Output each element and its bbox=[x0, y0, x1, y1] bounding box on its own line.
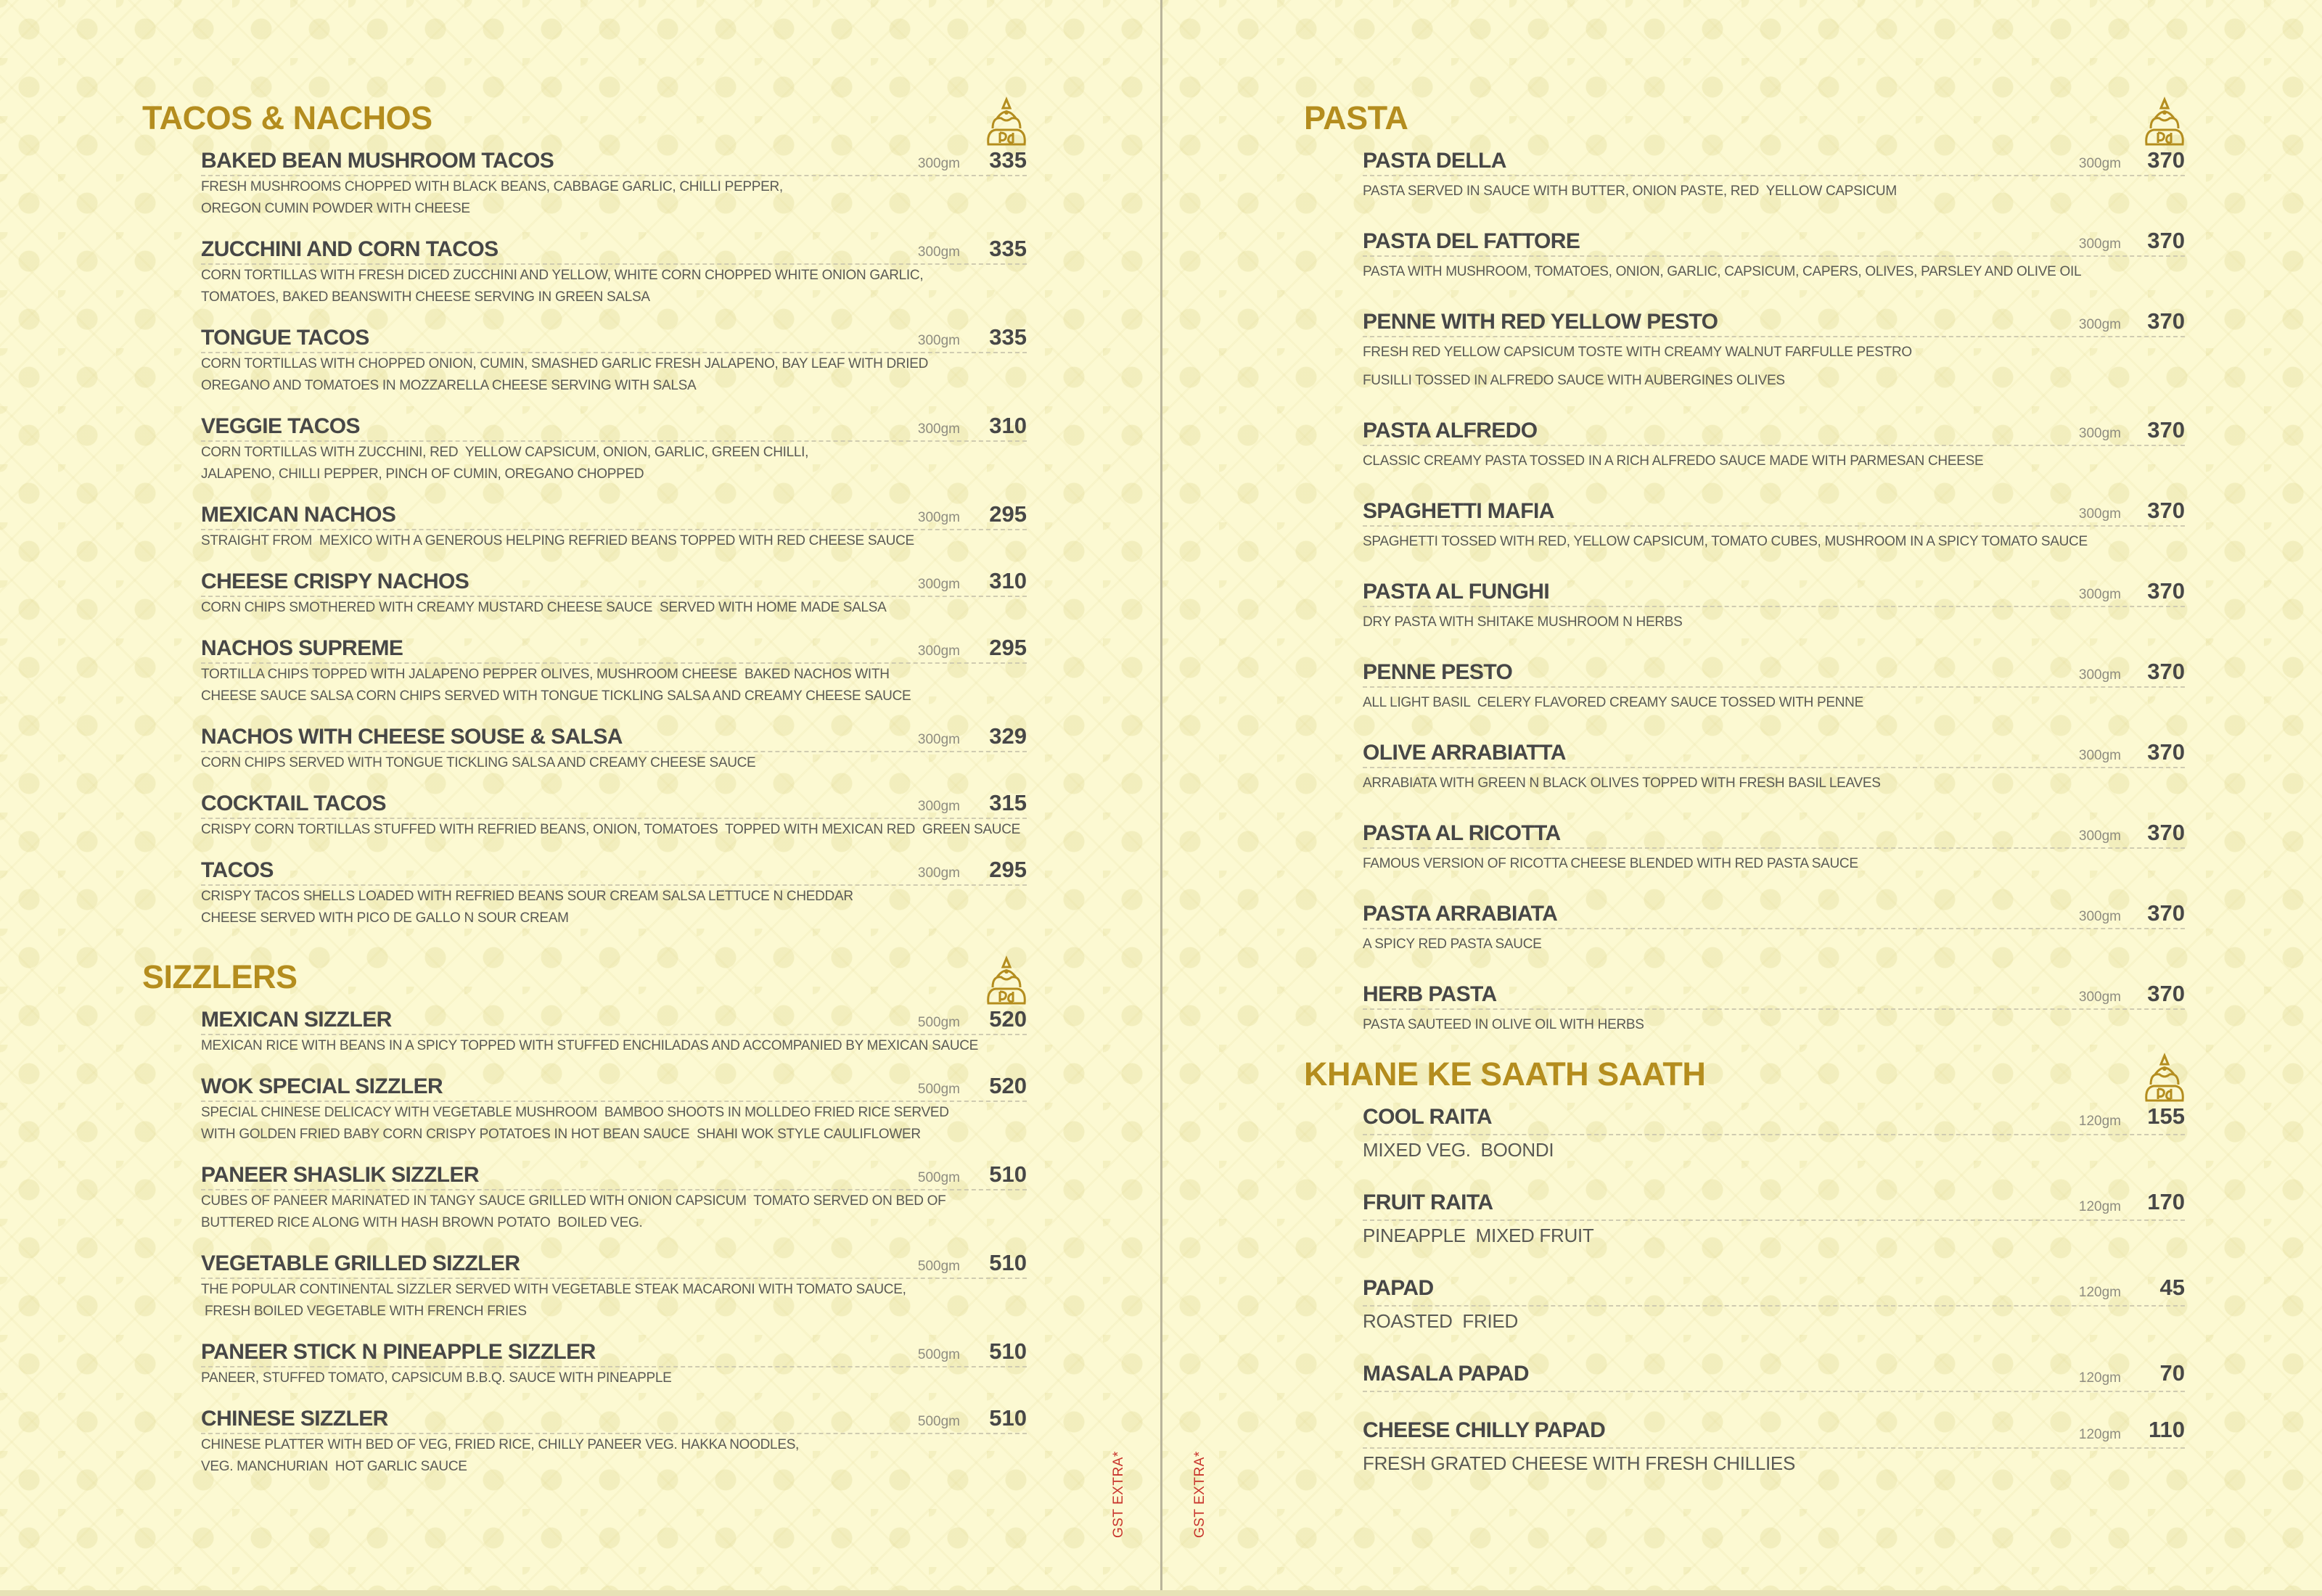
menu-item bbox=[201, 569, 1027, 619]
menu-item-price: 370 bbox=[2147, 417, 2185, 443]
menu-item bbox=[201, 1163, 1027, 1234]
menu-item-name: PASTA AL FUNGHI bbox=[1363, 580, 1550, 604]
menu-item-price: 335 bbox=[989, 324, 1027, 350]
menu-item-name: PAPAD bbox=[1363, 1276, 1434, 1300]
menu-item-header bbox=[1363, 660, 2185, 688]
menu-item-description: CRISPY CORN TORTILLAS STUFFED WITH REFRIED BEANS, ONION, TOMATOES TOPPED WITH MEXICAN RED GREEN SAUCE bbox=[201, 822, 1020, 837]
menu-item-description: CORN CHIPS SERVED WITH TONGUE TICKLING SALSA AND CREAMY CHEESE SAUCE bbox=[201, 755, 756, 770]
menu-item-description: JALAPENO, CHILLI PEPPER, PINCH OF CUMIN, OREGANO CHOPPED bbox=[201, 466, 644, 482]
menu-item-header bbox=[1363, 229, 2185, 257]
menu-item-description: CORN TORTILLAS WITH FRESH DICED ZUCCHINI AND YELLOW, WHITE CORN CHOPPED WHITE ONION GARLIC, bbox=[201, 268, 924, 283]
menu-item-description: CRISPY TACOS SHELLS LOADED WITH REFRIED BEANS SOUR CREAM SALSA LETTUCE N CHEDDAR bbox=[201, 889, 853, 904]
menu-item-price: 370 bbox=[2147, 981, 2185, 1006]
menu-item bbox=[201, 791, 1027, 841]
menu-item-description: PASTA SERVED IN SAUCE WITH BUTTER, ONION PASTE, RED YELLOW CAPSICUM bbox=[1363, 184, 1897, 199]
menu-item-header bbox=[1363, 310, 2185, 337]
menu-item-price: 329 bbox=[989, 723, 1027, 749]
menu-item bbox=[201, 503, 1027, 552]
menu-item-price: 335 bbox=[989, 236, 1027, 261]
menu-item-description: FRESH BOILED VEGETABLE WITH FRENCH FRIES bbox=[201, 1304, 527, 1319]
menu-item-weight: 120gm bbox=[2078, 1114, 2121, 1129]
menu-item-weight: 300gm bbox=[917, 732, 960, 747]
menu-item-description: OREGANO AND TOMATOES IN MOZZARELLA CHEESE SERVING WITH SALSA bbox=[201, 378, 697, 393]
menu-item-header bbox=[201, 414, 1027, 442]
menu-item-weight: 500gm bbox=[917, 1170, 960, 1185]
menu-item-weight: 300gm bbox=[917, 510, 960, 525]
restaurant-logo-icon bbox=[2141, 1053, 2188, 1106]
menu-item-name: PASTA ALFREDO bbox=[1363, 419, 1538, 443]
menu-item-name: COOL RAITA bbox=[1363, 1105, 1492, 1129]
menu-item bbox=[1363, 419, 2185, 474]
menu-item-header bbox=[201, 725, 1027, 752]
menu-item-description: THE POPULAR CONTINENTAL SIZZLER SERVED WITH VEGETABLE STEAK MACARONI WITH TOMATO SAUCE, bbox=[201, 1282, 906, 1297]
menu-item-description: PANEER, STUFFED TOMATO, CAPSICUM B.B.Q. SAUCE WITH PINEAPPLE bbox=[201, 1370, 672, 1386]
menu-item-name: CHEESE CHILLY PAPAD bbox=[1363, 1418, 1606, 1442]
menu-item-header bbox=[201, 1163, 1027, 1190]
menu-item-description: FRESH GRATED CHEESE WITH FRESH CHILLIES bbox=[1363, 1452, 1796, 1474]
menu-item-name: ZUCCHINI AND CORN TACOS bbox=[201, 237, 499, 261]
section-pasta bbox=[1304, 96, 2186, 1063]
menu-item-header bbox=[201, 1251, 1027, 1279]
menu-item-description: SPAGHETTI TOSSED WITH RED, YELLOW CAPSICUM, TOMATO CUBES, MUSHROOM IN A SPICY TOMATO SAUCE bbox=[1363, 534, 2088, 549]
menu-item-header bbox=[201, 791, 1027, 819]
menu-item-name: VEGETABLE GRILLED SIZZLER bbox=[201, 1251, 520, 1275]
menu-item bbox=[201, 414, 1027, 485]
menu-item-weight: 300gm bbox=[2078, 828, 2121, 844]
menu-item-price: 370 bbox=[2147, 659, 2185, 684]
menu-item bbox=[201, 237, 1027, 308]
menu-item-price: 170 bbox=[2147, 1189, 2185, 1214]
gst-extra-note: GST EXTRA* bbox=[1192, 1451, 1207, 1538]
menu-item-description: ROASTED FRIED bbox=[1363, 1310, 1518, 1332]
menu-item-header bbox=[1363, 902, 2185, 929]
menu-item-price: 370 bbox=[2147, 578, 2185, 604]
menu-item-price: 310 bbox=[989, 568, 1027, 593]
menu-item-header bbox=[201, 858, 1027, 886]
menu-item-price: 70 bbox=[2159, 1360, 2185, 1386]
menu-item-header bbox=[1363, 419, 2185, 446]
menu-item-description: ARRABIATA WITH GREEN N BLACK OLIVES TOPPED WITH FRESH BASIL LEAVES bbox=[1363, 776, 1881, 791]
menu-item-name: PANEER STICK N PINEAPPLE SIZZLER bbox=[201, 1340, 596, 1364]
menu-item-weight: 500gm bbox=[917, 1414, 960, 1429]
menu-item-name: MASALA PAPAD bbox=[1363, 1362, 1529, 1386]
menu-item-header bbox=[201, 149, 1027, 176]
menu-item-price: 310 bbox=[989, 413, 1027, 438]
menu-item-description: STRAIGHT FROM MEXICO WITH A GENEROUS HELPING REFRIED BEANS TOPPED WITH RED CHEESE SAUCE bbox=[201, 533, 914, 548]
menu-item-description: TOMATOES, BAKED BEANSWITH CHEESE SERVING IN GREEN SALSA bbox=[201, 289, 650, 305]
menu-item-weight: 300gm bbox=[917, 421, 960, 437]
menu-item-name: PASTA DEL FATTORE bbox=[1363, 229, 1580, 253]
menu-item-weight: 300gm bbox=[2078, 748, 2121, 763]
menu-item-price: 520 bbox=[989, 1006, 1027, 1032]
menu-item-name: PASTA AL RICOTTA bbox=[1363, 821, 1561, 845]
menu-item-name: PENNE PESTO bbox=[1363, 660, 1513, 684]
menu-item-header bbox=[1363, 499, 2185, 527]
menu-item bbox=[1363, 1190, 2185, 1250]
menu-item-name: NACHOS WITH CHEESE SOUSE & SALSA bbox=[201, 725, 623, 749]
restaurant-logo-icon bbox=[2141, 96, 2188, 150]
menu-item-name: TONGUE TACOS bbox=[201, 326, 369, 350]
menu-item bbox=[1363, 310, 2185, 394]
menu-item-description: PINEAPPLE MIXED FRUIT bbox=[1363, 1225, 1594, 1246]
menu-item-weight: 120gm bbox=[2078, 1199, 2121, 1214]
menu-item-name: FRUIT RAITA bbox=[1363, 1190, 1493, 1214]
menu-item bbox=[201, 858, 1027, 929]
menu-item-price: 315 bbox=[989, 790, 1027, 815]
menu-item-price: 110 bbox=[2148, 1417, 2185, 1442]
menu-item-price: 155 bbox=[2147, 1103, 2185, 1129]
page-bottom-edge bbox=[0, 1590, 2322, 1596]
menu-item-price: 370 bbox=[2147, 228, 2185, 253]
section-title: KHANE KE SAATH SAATH bbox=[1304, 1056, 1706, 1093]
section-tacos-nachos bbox=[142, 96, 1027, 947]
menu-item-description: CUBES OF PANEER MARINATED IN TANGY SAUCE GRILLED WITH ONION CAPSICUM TOMATO SERVED ON BED OF bbox=[201, 1193, 946, 1209]
menu-item-description: TORTILLA CHIPS TOPPED WITH JALAPENO PEPPER OLIVES, MUSHROOM CHEESE BAKED NACHOS WITH bbox=[201, 667, 890, 682]
menu-item-weight: 300gm bbox=[2078, 909, 2121, 924]
menu-item-price: 510 bbox=[989, 1338, 1027, 1364]
menu-item-price: 370 bbox=[2147, 498, 2185, 523]
menu-item bbox=[201, 1251, 1027, 1323]
menu-item-description: FRESH MUSHROOMS CHOPPED WITH BLACK BEANS, CABBAGE GARLIC, CHILLI PEPPER, bbox=[201, 179, 783, 194]
menu-item-description: FRESH RED YELLOW CAPSICUM TOSTE WITH CREAMY WALNUT FARFULLE PESTRO bbox=[1363, 345, 1912, 360]
menu-item-weight: 300gm bbox=[2078, 236, 2121, 252]
menu-item-name: VEGGIE TACOS bbox=[201, 414, 360, 438]
menu-item-price: 370 bbox=[2147, 820, 2185, 845]
menu-item-description: BUTTERED RICE ALONG WITH HASH BROWN POTATO BOILED VEG. bbox=[201, 1215, 643, 1230]
menu-item bbox=[201, 1340, 1027, 1389]
menu-item-price: 520 bbox=[989, 1073, 1027, 1098]
menu-item-description: CHEESE SERVED WITH PICO DE GALLO N SOUR CREAM bbox=[201, 910, 569, 926]
menu-item-header bbox=[1363, 982, 2185, 1010]
section-title: SIZZLERS bbox=[142, 958, 298, 995]
menu-item-header bbox=[201, 569, 1027, 597]
menu-item-description: CHEESE SAUCE SALSA CORN CHIPS SERVED WITH TONGUE TICKLING SALSA AND CREAMY CHEESE SAUCE bbox=[201, 688, 911, 704]
section-khane-ke-saath-saath bbox=[1304, 1053, 2186, 1504]
menu-item bbox=[201, 1074, 1027, 1145]
menu-item-name: HERB PASTA bbox=[1363, 982, 1497, 1006]
menu-item-weight: 300gm bbox=[2078, 667, 2121, 683]
menu-item-price: 370 bbox=[2147, 900, 2185, 926]
menu-item-weight: 300gm bbox=[2078, 317, 2121, 332]
menu-item-name: TACOS bbox=[201, 858, 274, 882]
menu-item-name: COCKTAIL TACOS bbox=[201, 791, 386, 815]
menu-item-description: PASTA SAUTEED IN OLIVE OIL WITH HERBS bbox=[1363, 1017, 1644, 1032]
menu-item-name: NACHOS SUPREME bbox=[201, 636, 403, 660]
menu-item-price: 45 bbox=[2159, 1275, 2185, 1300]
section-title: PASTA bbox=[1304, 99, 1408, 136]
menu-item-list bbox=[1304, 149, 2186, 1038]
menu-item-header bbox=[201, 1407, 1027, 1434]
menu-item bbox=[201, 326, 1027, 397]
menu-item-list bbox=[1304, 1105, 2186, 1478]
menu-item-price: 510 bbox=[989, 1250, 1027, 1275]
menu-item bbox=[1363, 741, 2185, 797]
menu-item-header bbox=[1363, 1105, 2185, 1135]
menu-item-price: 370 bbox=[2147, 308, 2185, 334]
menu-item-description: SPECIAL CHINESE DELICACY WITH VEGETABLE MUSHROOM BAMBOO SHOOTS IN MOLLDEO FRIED RICE SERVED bbox=[201, 1105, 949, 1120]
menu-item-description: VEG. MANCHURIAN HOT GARLIC SAUCE bbox=[201, 1459, 467, 1474]
menu-item-name: CHEESE CRISPY NACHOS bbox=[201, 569, 469, 593]
menu-item-header bbox=[1363, 1362, 2185, 1392]
menu-item-description: CHINESE PLATTER WITH BED OF VEG, FRIED RICE, CHILLY PANEER VEG. HAKKA NOODLES, bbox=[201, 1437, 800, 1452]
menu-item-price: 370 bbox=[2147, 147, 2185, 173]
menu-item-weight: 300gm bbox=[2078, 156, 2121, 171]
menu-item-header bbox=[201, 503, 1027, 530]
menu-item-name: PANEER SHASLIK SIZZLER bbox=[201, 1163, 479, 1187]
menu-item-price: 510 bbox=[989, 1161, 1027, 1187]
menu-item-name: MEXICAN SIZZLER bbox=[201, 1008, 392, 1032]
menu-item-weight: 120gm bbox=[2078, 1427, 2121, 1442]
menu-item-weight: 500gm bbox=[917, 1347, 960, 1362]
menu-item-header bbox=[201, 1340, 1027, 1367]
menu-item bbox=[201, 725, 1027, 774]
menu-item-name: SPAGHETTI MAFIA bbox=[1363, 499, 1554, 523]
menu-item-header bbox=[1363, 821, 2185, 849]
menu-item-description: DRY PASTA WITH SHITAKE MUSHROOM N HERBS bbox=[1363, 614, 1683, 630]
menu-item-header bbox=[201, 1008, 1027, 1035]
menu-item-weight: 300gm bbox=[2078, 506, 2121, 522]
menu-item-weight: 120gm bbox=[2078, 1285, 2121, 1300]
menu-item-description: CLASSIC CREAMY PASTA TOSSED IN A RICH ALFREDO SAUCE MADE WITH PARMESAN CHEESE bbox=[1363, 453, 1984, 469]
menu-item-price: 295 bbox=[989, 635, 1027, 660]
menu-item-weight: 120gm bbox=[2078, 1370, 2121, 1386]
menu-item-header bbox=[201, 237, 1027, 265]
menu-item bbox=[201, 1008, 1027, 1057]
menu-item-weight: 300gm bbox=[2078, 426, 2121, 441]
menu-item bbox=[1363, 229, 2185, 285]
menu-item bbox=[1363, 821, 2185, 877]
menu-item-weight: 300gm bbox=[917, 643, 960, 659]
menu-item-description: CORN TORTILLAS WITH CHOPPED ONION, CUMIN, SMASHED GARLIC FRESH JALAPENO, BAY LEAF WITH DRIED bbox=[201, 356, 929, 371]
menu-item-description: CORN TORTILLAS WITH ZUCCHINI, RED YELLOW CAPSICUM, ONION, GARLIC, GREEN CHILLI, bbox=[201, 445, 809, 460]
menu-item-name: MEXICAN NACHOS bbox=[201, 503, 396, 527]
menu-item-name: PASTA ARRABIATA bbox=[1363, 902, 1558, 926]
menu-item-description: WITH GOLDEN FRIED BABY CORN CRISPY POTATOES IN HOT BEAN SAUCE SHAHI WOK STYLE CAULIFLOWER bbox=[201, 1127, 921, 1142]
menu-item-description: ALL LIGHT BASIL CELERY FLAVORED CREAMY SAUCE TOSSED WITH PENNE bbox=[1363, 695, 1863, 710]
menu-item bbox=[201, 149, 1027, 220]
section-title: TACOS & NACHOS bbox=[142, 99, 432, 136]
menu-item bbox=[201, 636, 1027, 707]
menu-item-weight: 300gm bbox=[2078, 990, 2121, 1005]
menu-item-weight: 300gm bbox=[2078, 587, 2121, 602]
menu-item-weight: 500gm bbox=[917, 1259, 960, 1274]
menu-item-weight: 300gm bbox=[917, 577, 960, 592]
menu-item-name: OLIVE ARRABIATTA bbox=[1363, 741, 1566, 765]
restaurant-logo-icon bbox=[982, 96, 1030, 150]
menu-item bbox=[1363, 902, 2185, 958]
menu-item-header bbox=[1363, 741, 2185, 768]
page-fold-divider bbox=[1160, 0, 1162, 1596]
menu-item-description: OREGON CUMIN POWDER WITH CHEESE bbox=[201, 201, 470, 216]
menu-item-header bbox=[1363, 1276, 2185, 1307]
menu-item-header bbox=[201, 1074, 1027, 1102]
menu-item-header bbox=[1363, 1418, 2185, 1449]
menu-item-weight: 500gm bbox=[917, 1082, 960, 1097]
menu-item bbox=[1363, 1362, 2185, 1392]
section-sizzlers bbox=[142, 955, 1027, 1495]
menu-item-description: MEXICAN RICE WITH BEANS IN A SPICY TOPPED WITH STUFFED ENCHILADAS AND ACCOMPANIED BY MEXICAN SAUCE bbox=[201, 1038, 979, 1053]
menu-item-name: BAKED BEAN MUSHROOM TACOS bbox=[201, 149, 554, 173]
menu-item bbox=[1363, 982, 2185, 1038]
menu-item-name: PASTA DELLA bbox=[1363, 149, 1506, 173]
menu-item-price: 510 bbox=[989, 1405, 1027, 1431]
menu-item-description: FUSILLI TOSSED IN ALFREDO SAUCE WITH AUBERGINES OLIVES bbox=[1363, 373, 1785, 388]
menu-item bbox=[1363, 580, 2185, 635]
menu-item-list bbox=[142, 149, 1027, 929]
menu-item-description: MIXED VEG. BOONDI bbox=[1363, 1139, 1554, 1161]
menu-item bbox=[1363, 149, 2185, 205]
menu-item-header bbox=[1363, 1190, 2185, 1221]
menu-item-weight: 300gm bbox=[917, 244, 960, 260]
menu-item-description: PASTA WITH MUSHROOM, TOMATOES, ONION, GARLIC, CAPSICUM, CAPERS, OLIVES, PARSLEY AND OLIVE OIL bbox=[1363, 264, 2082, 279]
restaurant-logo-icon bbox=[982, 955, 1030, 1009]
menu-item-description: FAMOUS VERSION OF RICOTTA CHEESE BLENDED WITH RED PASTA SAUCE bbox=[1363, 856, 1858, 871]
gst-extra-note: GST EXTRA* bbox=[1111, 1451, 1126, 1538]
menu-item bbox=[1363, 1418, 2185, 1478]
menu-item-description: A SPICY RED PASTA SAUCE bbox=[1363, 937, 1542, 952]
menu-item-header bbox=[1363, 149, 2185, 176]
menu-item-price: 295 bbox=[989, 501, 1027, 527]
menu-item-header bbox=[201, 636, 1027, 664]
menu-item-header bbox=[1363, 580, 2185, 607]
menu-item-weight: 500gm bbox=[917, 1015, 960, 1030]
menu-item-price: 335 bbox=[989, 147, 1027, 173]
menu-item-list bbox=[142, 1008, 1027, 1478]
menu-item-header bbox=[201, 326, 1027, 353]
menu-item-weight: 300gm bbox=[917, 156, 960, 171]
menu-item-description: CORN CHIPS SMOTHERED WITH CREAMY MUSTARD CHEESE SAUCE SERVED WITH HOME MADE SALSA bbox=[201, 600, 887, 615]
menu-item-name: PENNE WITH RED YELLOW PESTO bbox=[1363, 310, 1718, 334]
menu-item-price: 370 bbox=[2147, 739, 2185, 765]
menu-item bbox=[1363, 1105, 2185, 1164]
menu-item bbox=[1363, 499, 2185, 555]
menu-item bbox=[201, 1407, 1027, 1478]
menu-item-weight: 300gm bbox=[917, 865, 960, 881]
menu-item bbox=[1363, 1276, 2185, 1336]
menu-item-weight: 300gm bbox=[917, 799, 960, 814]
menu-item-weight: 300gm bbox=[917, 333, 960, 348]
menu-item bbox=[1363, 660, 2185, 716]
menu-item-price: 295 bbox=[989, 857, 1027, 882]
menu-item-name: CHINESE SIZZLER bbox=[201, 1407, 388, 1431]
menu-item-name: WOK SPECIAL SIZZLER bbox=[201, 1074, 443, 1098]
